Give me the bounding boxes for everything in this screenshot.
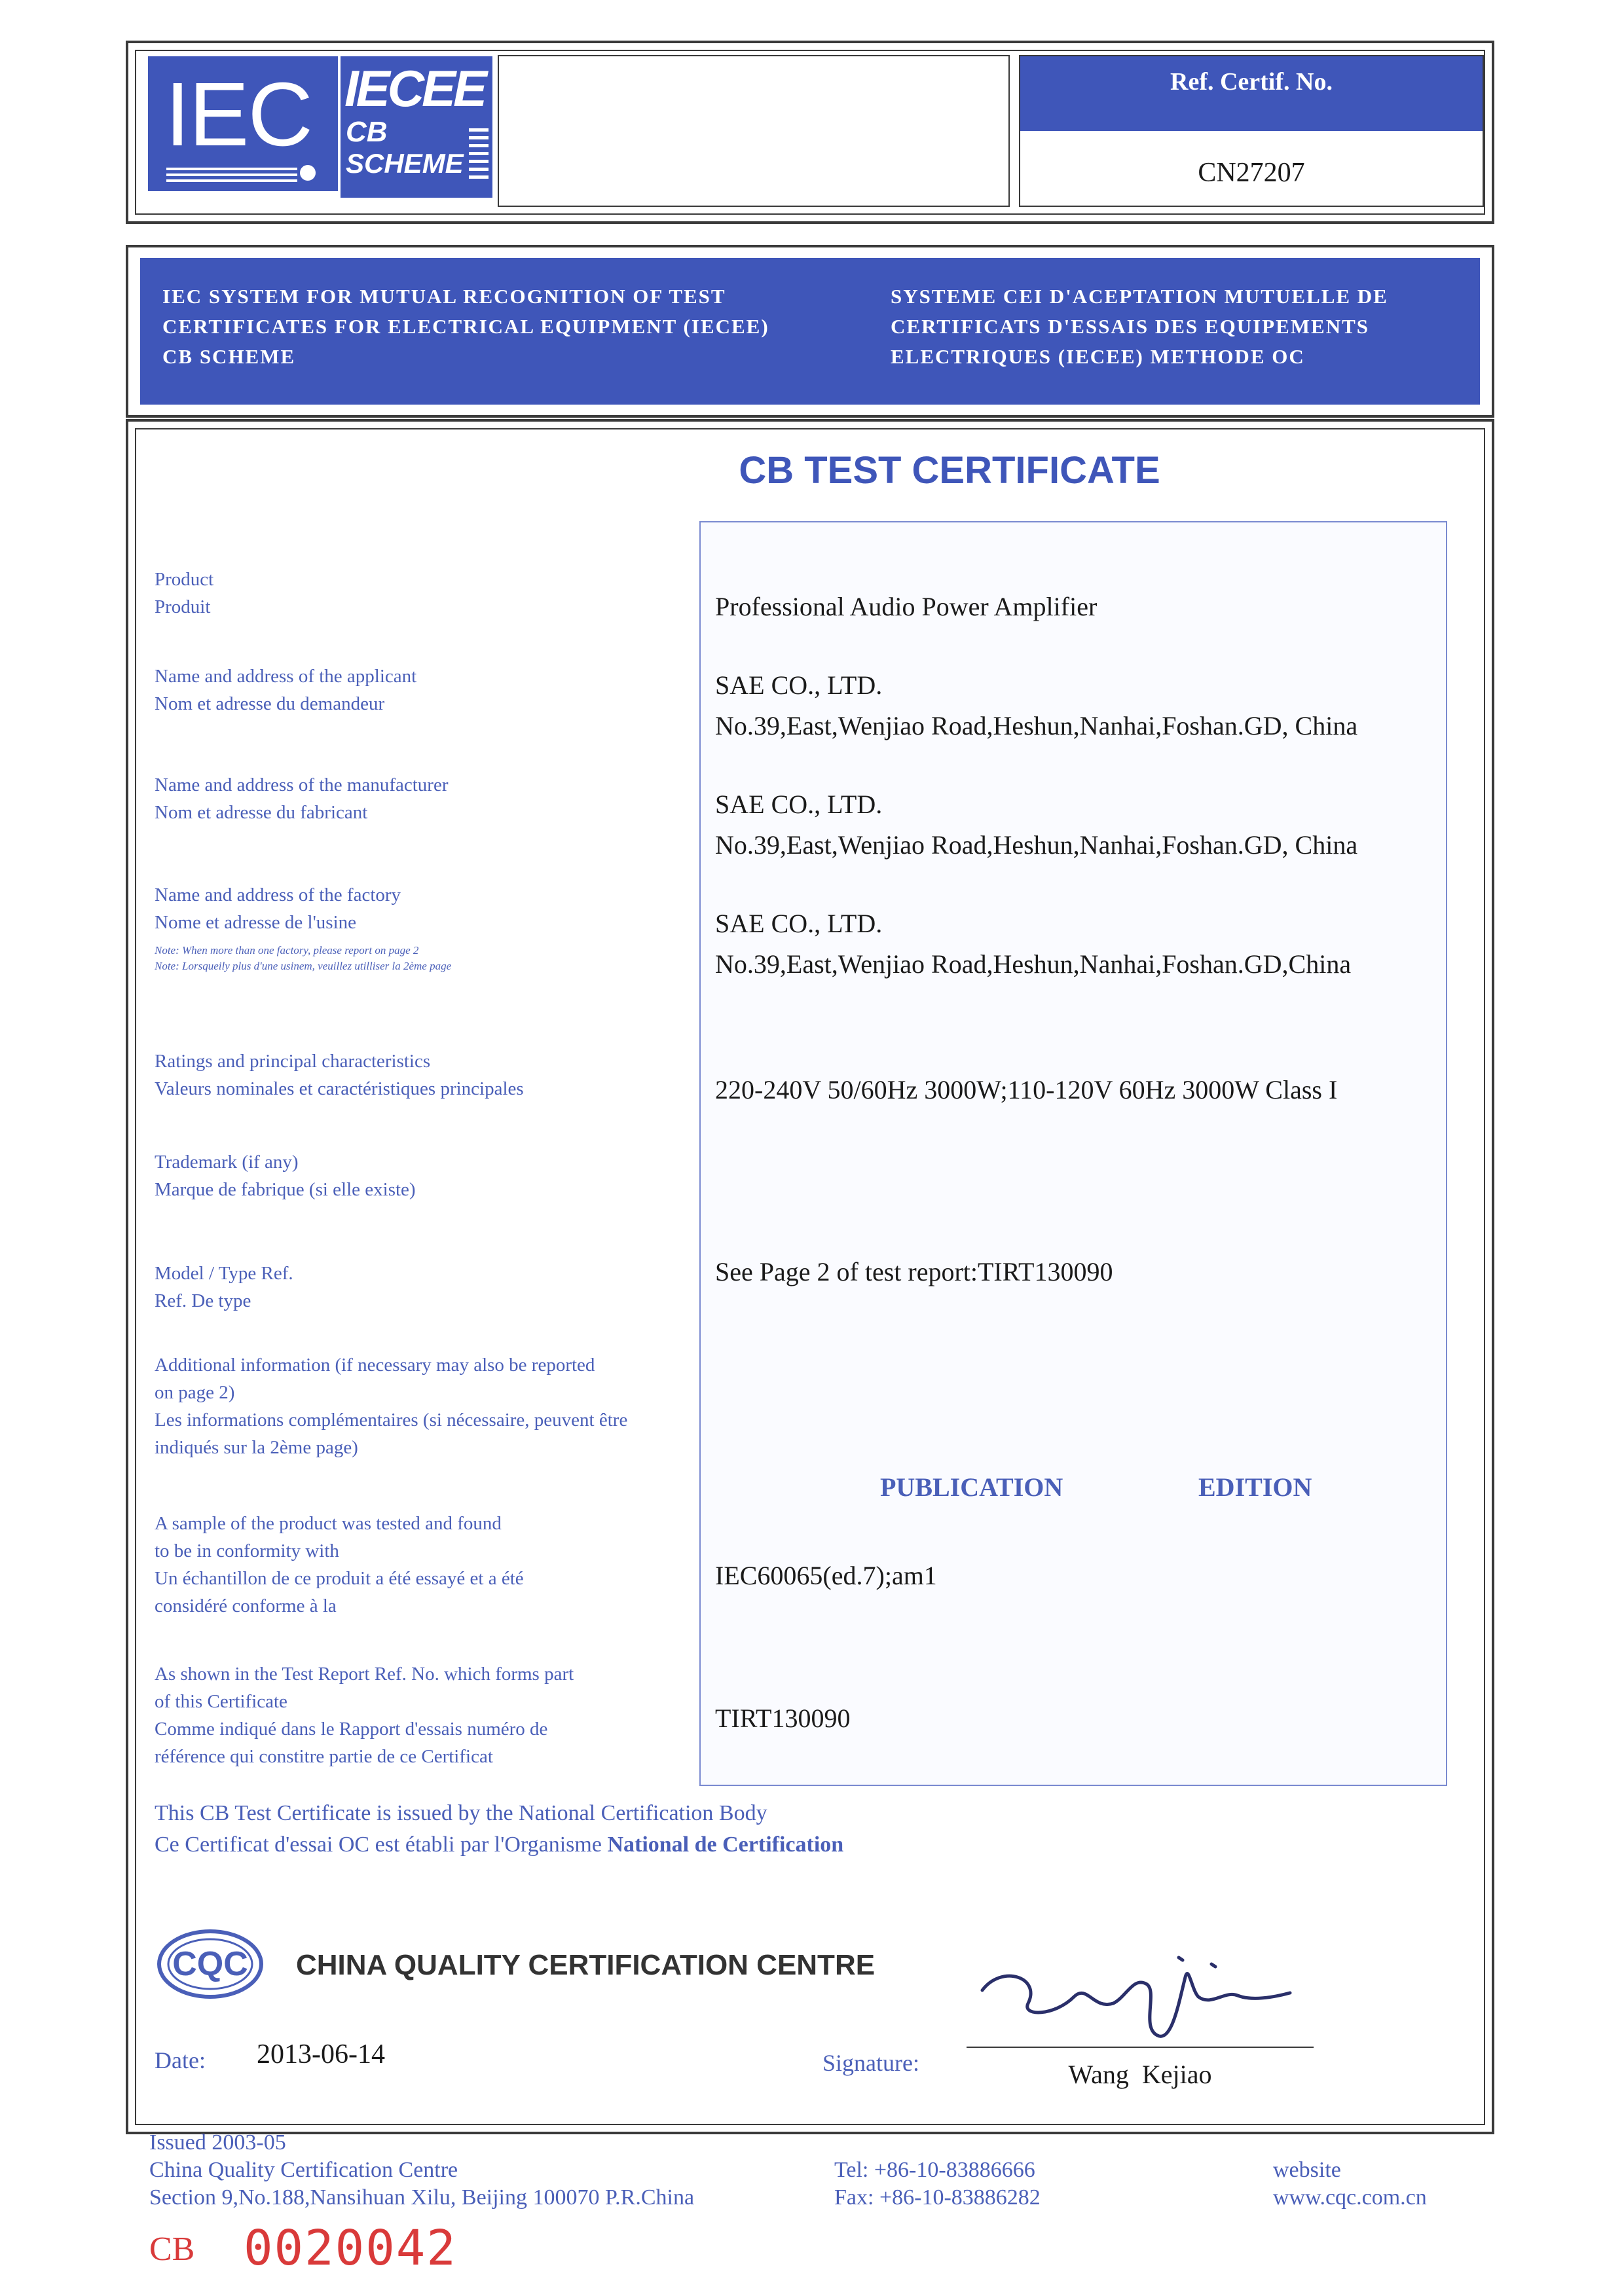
- product-label: [155, 566, 213, 621]
- ref-label: Ref. Certif. No.: [1170, 68, 1333, 96]
- product-value: Professional Audio Power Amplifier: [715, 592, 1098, 621]
- report-label-fr1: Comme indiqué dans le Rapport d'essais numéro de: [155, 1719, 548, 1740]
- factory-address: No.39,East,Wenjiao Road,Heshun,Nanhai,Foshan.GD,China: [715, 949, 1352, 979]
- cqc-name: CHINA QUALITY CERTIFICATION CENTRE: [296, 1949, 876, 1981]
- footer-issued: Issued 2003-05: [149, 2130, 286, 2155]
- applicant-label: [155, 663, 416, 718]
- banner-fr-line2: CERTIFICATS D'ESSAIS DES EQUIPEMENTS: [891, 315, 1369, 338]
- factory-label-en: Name and address of the factory: [155, 884, 401, 905]
- signature-label: Signature:: [822, 2050, 919, 2076]
- banner-fr: [891, 282, 1388, 372]
- signature-line: [967, 2047, 1314, 2048]
- serial-prefix: CB: [149, 2231, 195, 2268]
- manufacturer-address: No.39,East,Wenjiao Road,Heshun,Nanhai,Foshan.GD, China: [715, 830, 1358, 860]
- banner-fr-line1: SYSTEME CEI D'ACEPTATION MUTUELLE DE: [891, 285, 1388, 308]
- ref-value: CN27207: [1198, 158, 1305, 188]
- footer-website-url: www.cqc.com.cn: [1273, 2185, 1427, 2210]
- trademark-label-fr: Marque de fabrique (si elle existe): [155, 1179, 416, 1200]
- report-label-fr2: référence qui constitre partie de ce Certificat: [155, 1746, 493, 1767]
- model-label-en: Model / Type Ref.: [155, 1263, 293, 1284]
- model-label: [155, 1260, 293, 1315]
- footer-fax: Fax: +86-10-83886282: [834, 2185, 1041, 2210]
- applicant-label-fr: Nom et adresse du demandeur: [155, 693, 385, 714]
- report-value: TIRT130090: [715, 1704, 851, 1733]
- banner-fr-line3: ELECTRIQUES (IECEE) METHODE OC: [891, 345, 1305, 368]
- iecee-logo-text: IECEE: [344, 60, 485, 117]
- sample-label-fr2: considéré conforme à la: [155, 1595, 337, 1616]
- footer-org: China Quality Certification Centre: [149, 2158, 458, 2182]
- edition-header: EDITION: [1198, 1472, 1312, 1502]
- manufacturer-label-fr: Nom et adresse du fabricant: [155, 802, 368, 823]
- ratings-label: [155, 1048, 524, 1102]
- manufacturer-value: [715, 784, 1357, 866]
- report-label-en2: of this Certificate: [155, 1691, 287, 1712]
- sample-label-en1: A sample of the product was tested and found: [155, 1513, 502, 1534]
- factory-value: [715, 903, 1351, 985]
- banner-en-line3: CB SCHEME: [162, 345, 296, 368]
- cqc-logo: [156, 1927, 265, 2001]
- product-label-en: Product: [155, 569, 214, 590]
- certificate-title: CB TEST CERTIFICATE: [739, 449, 1160, 492]
- applicant-address: No.39,East,Wenjiao Road,Heshun,Nanhai,Foshan.GD, China: [715, 711, 1358, 740]
- iecee-logo-lines: [469, 128, 489, 132]
- sample-label-fr1: Un échantillon de ce produit a été essayé et a été: [155, 1568, 524, 1589]
- footer-website: [1273, 2157, 1427, 2212]
- publication-header: PUBLICATION: [880, 1472, 1063, 1502]
- date-value: 2013-06-14: [257, 2039, 385, 2069]
- iecee-scheme-text: SCHEME: [346, 148, 464, 179]
- banner-en-line2: CERTIFICATES FOR ELECTRICAL EQUIPMENT (IECEE): [162, 315, 769, 338]
- iec-logo: [148, 56, 338, 191]
- additional-label-fr1: Les informations complémentaires (si nécessaire, peuvent être: [155, 1410, 628, 1430]
- iec-logo-text: IEC: [165, 64, 312, 165]
- iec-logo-dot: [300, 165, 316, 181]
- footer-address: Section 9,No.188,Nansihuan Xilu, Beijing 100070 P.R.China: [149, 2185, 695, 2210]
- additional-label: [155, 1351, 627, 1461]
- trademark-label: [155, 1148, 416, 1203]
- signer-name: Wang Kejiao: [1068, 2060, 1212, 2089]
- footer-left: [149, 2129, 694, 2212]
- iecee-cb-text: CB: [346, 116, 388, 148]
- factory-note-fr: Note: Lorsqueily plus d'une usinem, veuillez utilliser la 2ème page: [155, 960, 452, 972]
- handwritten-signature: [963, 1938, 1303, 2049]
- ratings-value: 220-240V 50/60Hz 3000W;110-120V 60Hz 3000W Class I: [715, 1075, 1338, 1104]
- cqc-logo-text: CQC: [172, 1945, 248, 1983]
- applicant-name: SAE CO., LTD.: [715, 670, 883, 700]
- additional-label-en1: Additional information (if necessary may also be reported: [155, 1355, 595, 1376]
- additional-label-fr2: indiqués sur la 2ème page): [155, 1437, 358, 1458]
- factory-label-fr: Nome et adresse de l'usine: [155, 912, 357, 933]
- header-middle-box: [498, 55, 1010, 207]
- footer-website-label: website: [1273, 2158, 1341, 2182]
- manufacturer-label-en: Name and address of the manufacturer: [155, 774, 449, 795]
- model-label-fr: Ref. De type: [155, 1290, 251, 1311]
- issued-by-fr-bold: National de Certification: [607, 1832, 844, 1857]
- iecee-logo: [341, 56, 492, 198]
- trademark-label-en: Trademark (if any): [155, 1152, 299, 1173]
- publication-value: IEC60065(ed.7);am1: [715, 1561, 937, 1590]
- sample-label: [155, 1510, 524, 1620]
- issued-by-fr-prefix: Ce Certificat d'essai OC est établi par l'Organisme: [155, 1832, 602, 1857]
- banner-en: [162, 282, 769, 372]
- ratings-label-fr: Valeurs nominales et caractéristiques principales: [155, 1078, 524, 1099]
- issued-by-fr: [155, 1829, 843, 1861]
- applicant-value: [715, 665, 1357, 746]
- footer-tel: Tel: +86-10-83886666: [834, 2158, 1035, 2182]
- manufacturer-name: SAE CO., LTD.: [715, 790, 883, 819]
- manufacturer-label: [155, 771, 449, 826]
- factory-note-en: Note: When more than one factory, please report on page 2: [155, 944, 419, 957]
- model-value: See Page 2 of test report:TIRT130090: [715, 1257, 1113, 1286]
- factory-label: [155, 881, 451, 974]
- applicant-label-en: Name and address of the applicant: [155, 666, 417, 687]
- report-label-en1: As shown in the Test Report Ref. No. which forms part: [155, 1664, 574, 1685]
- serial-number: 0020042: [244, 2220, 457, 2276]
- issued-by-en: This CB Test Certificate is issued by the National Certification Body: [155, 1801, 767, 1825]
- issued-by-statement: [155, 1798, 843, 1861]
- ratings-label-en: Ratings and principal characteristics: [155, 1051, 431, 1072]
- footer-contact: [834, 2157, 1041, 2212]
- report-label: [155, 1660, 574, 1770]
- additional-label-en2: on page 2): [155, 1382, 235, 1403]
- date-label: Date:: [155, 2047, 206, 2073]
- banner-en-line1: IEC SYSTEM FOR MUTUAL RECOGNITION OF TEST: [162, 285, 726, 308]
- sample-label-en2: to be in conformity with: [155, 1540, 339, 1561]
- product-label-fr: Produit: [155, 596, 211, 617]
- iec-logo-lines: [166, 168, 297, 170]
- factory-name: SAE CO., LTD.: [715, 909, 883, 938]
